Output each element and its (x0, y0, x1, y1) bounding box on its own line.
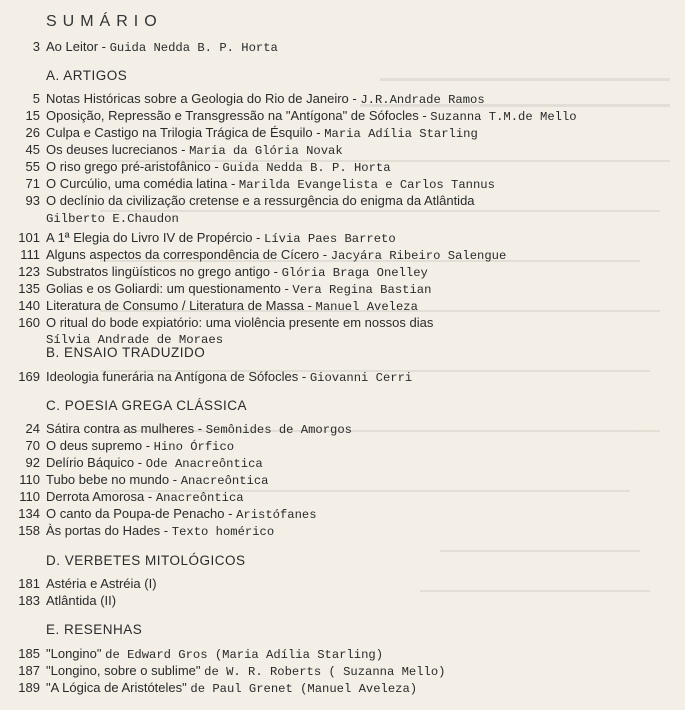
toc-entry[interactable]: 135 Golias e os Goliardi: um questionamento - Vera Regina Bastian (0, 281, 685, 301)
entry-author: Guida Nedda B. P. Horta (222, 161, 391, 175)
entry-title: Delírio Báquico (46, 455, 135, 470)
entry-author: de Paul Grenet (Manuel Aveleza) (190, 682, 418, 696)
entry-title: Substratos lingüísticos no grego antigo (46, 264, 271, 279)
entry-title: Tubo bebe no mundo (46, 472, 170, 487)
toc-entry[interactable]: 5 Notas Históricas sobre a Geologia do Rio de Janeiro - J.R.Andrade Ramos (0, 91, 685, 111)
entry-title: O Curcúlio, uma comédia latina (46, 176, 228, 191)
entry-title: O declínio da civilização cretense e a ressurgência do enigma da Atlântida (46, 193, 475, 208)
toc-entry[interactable]: 70 O deus supremo - Hino Órfico (0, 438, 685, 458)
toc-entry[interactable]: 123 Substratos lingüísticos no grego antigo - Glória Braga Onelley (0, 264, 685, 284)
page-number: 15 (25, 108, 40, 123)
entry-author: J.R.Andrade Ramos (360, 93, 485, 107)
entry-title: Ao Leitor (46, 39, 99, 54)
entry-author: Glória Braga Onelley (281, 266, 428, 280)
page-title: SUMÁRIO (46, 13, 163, 30)
entry-title: Às portas do Hades (46, 523, 161, 538)
entry-title: Alguns aspectos da correspondência de Cícero (46, 247, 320, 262)
toc-entry[interactable]: 15 Oposição, Repressão e Transgressão na "Antígona" de Sófocles - Suzanna T.M.de Mello (0, 108, 685, 128)
page-number: 101 (18, 230, 40, 245)
page-number: 135 (18, 281, 40, 296)
toc-entry[interactable]: 134 O canto da Poupa-de Penacho - Aristófanes (0, 506, 685, 526)
page-number: 110 (19, 489, 40, 504)
entry-title: Sátira contra as mulheres (46, 421, 195, 436)
toc-entry[interactable]: 55 O riso grego pré-aristofânico - Guida Nedda B. P. Horta (0, 159, 685, 179)
page-number: 123 (18, 264, 40, 279)
entry-author: Maria Adília Starling (324, 127, 478, 141)
page-number: 110 (19, 472, 40, 487)
entry-author: Anacreôntica (155, 491, 244, 505)
entry-title: Oposição, Repressão e Transgressão na "Antígona" de Sófocles (46, 108, 419, 123)
entry-author: Anacreôntica (180, 474, 269, 488)
entry-author: Suzanna T.M.de Mello (430, 110, 577, 124)
entry-author: Giovanni Cerri (309, 371, 413, 385)
page-number: 24 (25, 421, 40, 436)
entry-title: A 1ª Elegia do Livro IV de Propércio (46, 230, 253, 245)
entry-author: Guida Nedda B. P. Horta (109, 41, 278, 55)
entry-author: Vera Regina Bastian (292, 283, 432, 297)
section-heading-poesia: C. POESIA GREGA CLÁSSICA (46, 398, 248, 413)
entry-title: Golias e os Goliardi: um questionamento (46, 281, 281, 296)
entry-author: Marilda Evangelista e Carlos Tannus (238, 178, 495, 192)
page-number: 45 (25, 142, 40, 157)
page-number: 134 (18, 506, 40, 521)
entry-title: Literatura de Consumo / Literatura de Massa (46, 298, 304, 313)
toc-entry[interactable]: 140 Literatura de Consumo / Literatura de Massa - Manuel Aveleza (0, 298, 685, 318)
entry-author: de W. R. Roberts ( Suzanna Mello) (204, 665, 446, 679)
entry-title: O ritual do bode expiatório: uma violência presente em nossos dias (46, 315, 434, 330)
section-heading-resenhas: E. RESENHAS (46, 622, 143, 637)
toc-entry[interactable]: 45 Os deuses lucrecianos - Maria da Glória Novak (0, 142, 685, 162)
section-heading-ensaio: B. ENSAIO TRADUZIDO (46, 345, 206, 360)
toc-entry[interactable]: 26 Culpa e Castigo na Trilogia Trágica de Ésquilo - Maria Adília Starling (0, 125, 685, 145)
entry-author: de Edward Gros (Maria Adília Starling) (105, 648, 384, 662)
toc-entry[interactable]: 110 Derrota Amorosa - Anacreôntica (0, 489, 685, 509)
page-number: 71 (25, 176, 40, 191)
page-number: 55 (25, 159, 40, 174)
toc-entry[interactable]: 111 Alguns aspectos da correspondência de Cícero - Jacyára Ribeiro Salengue (0, 247, 685, 267)
page-number: 181 (18, 576, 40, 591)
toc-entry[interactable]: 158 Às portas do Hades - Texto homérico (0, 523, 685, 543)
page-number: 187 (18, 663, 40, 678)
toc-entry[interactable]: 71 O Curcúlio, uma comédia latina - Marilda Evangelista e Carlos Tannus (0, 176, 685, 196)
entry-title: O riso grego pré-aristofânico (46, 159, 211, 174)
entry-title: Astéria e Astréia (I) (46, 576, 157, 591)
toc-entry[interactable] (0, 593, 685, 613)
entry-author: Semônides de Amorgos (205, 423, 352, 437)
toc-entry[interactable] (0, 680, 685, 700)
toc-entry[interactable]: 92 Delírio Báquico - Ode Anacreôntica (0, 455, 685, 475)
entry-title: Culpa e Castigo na Trilogia Trágica de Ésquilo (46, 125, 313, 140)
entry-author: Ode Anacreôntica (145, 457, 263, 471)
entry-author: Gilberto E.Chaudon (46, 212, 179, 226)
page-number: 92 (25, 455, 40, 470)
entry-author: Manuel Aveleza (315, 300, 418, 314)
entry-title: "Longino" (46, 646, 102, 661)
page-number: 93 (25, 193, 40, 208)
toc-entry-intro[interactable]: 3 Ao Leitor - Guida Nedda B. P. Horta (0, 39, 685, 59)
page-number: 183 (18, 593, 40, 608)
page-number: 26 (25, 125, 40, 140)
entry-title: Notas Históricas sobre a Geologia do Rio de Janeiro (46, 91, 349, 106)
toc-entry[interactable]: 110 Tubo bebe no mundo - Anacreôntica (0, 472, 685, 492)
entry-author: Sílvia Andrade de Moraes (46, 333, 224, 347)
page-number: 3 (32, 39, 40, 54)
page-number: 140 (18, 298, 40, 313)
toc-entry[interactable] (0, 315, 685, 335)
entry-author: Aristófanes (236, 508, 317, 522)
entry-title: Derrota Amorosa (46, 489, 145, 504)
page-number: 158 (18, 523, 40, 538)
section-heading-verbetes: D. VERBETES MITOLÓGICOS (46, 553, 246, 568)
entry-author: Texto homérico (171, 525, 275, 539)
page-number: 185 (18, 646, 40, 661)
page-number: 70 (25, 438, 40, 453)
entry-title: Ideologia funerária na Antígona de Sófocles (46, 369, 299, 384)
page-number: 160 (18, 315, 40, 330)
entry-author: Hino Órfico (153, 440, 235, 454)
page-number: 169 (18, 369, 40, 384)
page-number: 111 (20, 247, 40, 262)
entry-author: Maria da Glória Novak (189, 144, 343, 158)
toc-entry[interactable]: 101 A 1ª Elegia do Livro IV de Propércio - Lívia Paes Barreto (0, 230, 685, 250)
page-number: 5 (32, 91, 40, 106)
entry-author: Jacyára Ribeiro Salengue (330, 249, 507, 263)
entry-title: Atlântida (II) (46, 593, 117, 608)
toc-entry[interactable]: 169 Ideologia funerária na Antígona de Sófocles - Giovanni Cerri (0, 369, 685, 389)
toc-entry[interactable] (0, 193, 685, 213)
section-heading-artigos: A. ARTIGOS (46, 68, 128, 83)
page-number: 189 (18, 680, 40, 695)
entry-title: "A Lógica de Aristóteles" (46, 680, 187, 695)
entry-author: Lívia Paes Barreto (264, 232, 396, 246)
entry-title: "Longino, sobre o sublime" (46, 663, 201, 678)
entry-title: Os deuses lucrecianos (46, 142, 178, 157)
toc-entry[interactable]: 24 Sátira contra as mulheres - Semônides de Amorgos (0, 421, 685, 441)
entry-title: O deus supremo (46, 438, 143, 453)
entry-title: O canto da Poupa-de Penacho (46, 506, 225, 521)
